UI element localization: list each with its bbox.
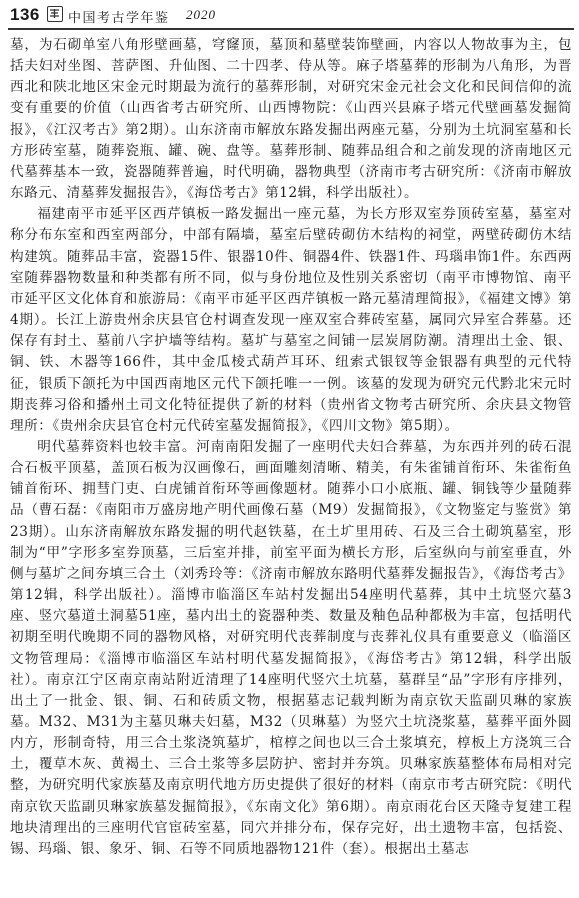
journal-title: 中国考古学年鉴 bbox=[68, 11, 170, 26]
yearbook-logo-icon bbox=[47, 6, 63, 22]
paragraph-fujian-guizhou-yuan-tombs: 福建南平市延平区西芹镇板一路发掘出一座元墓，为长方形双室券顶砖室墓，墓室对称分布东室和西室两部分，中部有隔墙，墓室后壁砖砌仿木结构的祠堂，两壁砖砌仿木结构建筑。随葬品丰富，瓷器15件、银器10件、铜器4件、铁器1件、玛瑙串饰1件。东西两室随葬器物数量和种类都有所不同，似与身份地位及性别关系密切（南平市博物馆、南平市延平区文化体育和旅游局：《南平市延平区西芹镇板一路元墓清理简报》，《福建文博》第4期）。长江上游贵州余庆县官仓村调查发现一座双室合葬砖室墓，属同穴异室合葬墓。还保存有封土、墓前八字护墙等结构。墓圹与墓室之间铺一层炭屑防潮。清理出土金、银、铜、铁、木器等166件，其中金瓜棱式葫芦耳环、纽索式银钗等金银器有典型的元代特征，银质下颌托为中国西南地区元代下颌托唯一一例。该墓的发现为研究元代黔北宋元时期丧葬习俗和播州土司文化特征提供了新的材料（贵州省文物考古研究所、余庆县文物管理所：《贵州余庆县官仓村元代砖室墓发掘简报》，《四川文物》第5期）。 bbox=[10, 206, 572, 434]
page-header bbox=[0, 0, 579, 30]
header-rule bbox=[8, 28, 574, 30]
paragraph-yuan-tombs-continued: 墓，为石砌单室八角形壁画墓，穹窿顶，墓顶和墓壁装饰壁画，内容以人物故事为主，包括夫妇对坐图、菩萨图、升仙图、二十四孝、侍从等。麻子塔墓葬的形制为八角形，为晋西北和陕北地区宋金元时期最为流行的墓葬形制，对研究宋金元社会文化和民间信仰的流变有重要的价值（山西省考古研究所、山西博物院：《山西兴县麻子塔元代壁画墓发掘简报》，《江汉考古》第2期）。山东济南市解放东路发掘出两座元墓，分别为土坑洞室墓和长方形砖室墓，随葬瓷瓶、罐、碗、盘等。墓葬形制、随葬品组合和之前发现的济南地区元代墓葬基本一致，瓷器随葬普遍，时代明确，器物典型（济南市考古研究所：《济南市解放东路元、清墓葬发掘报告》，《海岱考古》第12辑，科学出版社）。 bbox=[10, 37, 572, 202]
article-body bbox=[10, 35, 572, 893]
journal-year: 2020 bbox=[186, 7, 216, 22]
page-number: 136 bbox=[10, 5, 40, 24]
paragraph-ming-tombs: 明代墓葬资料也较丰富。河南南阳发掘了一座明代夫妇合葬墓，为东西并列的砖石混合石板平顶墓，盖顶石板为汉画像石，画面雕刻清晰、精美，有朱雀铺首衔环、朱雀衔鱼铺首衔环、拥彗门吏、白虎铺首衔环等画像题材。随葬小口小底瓶、罐、铜钱等少量随葬品（曹石磊：《南阳市万盛房地产明代画像石墓（M9）发掘简报》，《文物鉴定与鉴赏》第23期）。山东济南解放东路发掘的明代赵铁墓，在土圹里用砖、石及三合土砌筑墓室，形制为“甲”字形多室券顶墓，三后室并排，前室平面为横长方形，后室纵向与前室垂直，外侧与墓圹之间夯填三合土（刘秀玲等：《济南市解放东路明代墓葬发掘报告》，《海岱考古》第12辑，科学出版社）。淄博市临淄区车站村发掘出54座明代墓葬，其中土坑竖穴墓3座、竖穴墓道土洞墓51座，墓内出土的瓷器种类、数量及釉色品种都极为丰富，包括明代初期至明代晚期不同的器物风格，对研究明代丧葬制度与丧葬礼仪具有重要意义（临淄区文物管理局：《淄博市临淄区车站村明代墓发掘简报》，《海岱考古》第12辑，科学出版社）。南京江宁区南京南站附近清理了14座明代竖穴土坑墓，墓群呈“品”字形有序排列，出土了一批金、银、铜、石和砖质文物，根据墓志记载判断为南京钦天监副贝琳的家族墓。M32、M31为主墓贝琳夫妇墓，M32（贝琳墓）为竖穴土坑浇浆墓，墓葬平面外圆内方，形制奇特，用三合土浆浇筑墓圹，棺椁之间也以三合土浆填充，椁板上方浇筑三合土，覆草木灰、黄褐土、三合土浆等多层防护、密封并夯筑。贝琳家族墓整体布局相对完整，为研究明代家族墓及南京明代地方历史提供了很好的材料（南京市考古研究院：《明代南京钦天监副贝琳家族墓发掘简报》，《东南文化》第6期）。南京雨花台区天隆寺复建工程地块清理出的三座明代官宦砖室墓，同穴并排分布，保存完好，出土遗物丰富，包括瓷、锡、玛瑙、银、象牙、铜、石等不同质地器物121件（套）。根据出土墓志 bbox=[10, 438, 572, 857]
